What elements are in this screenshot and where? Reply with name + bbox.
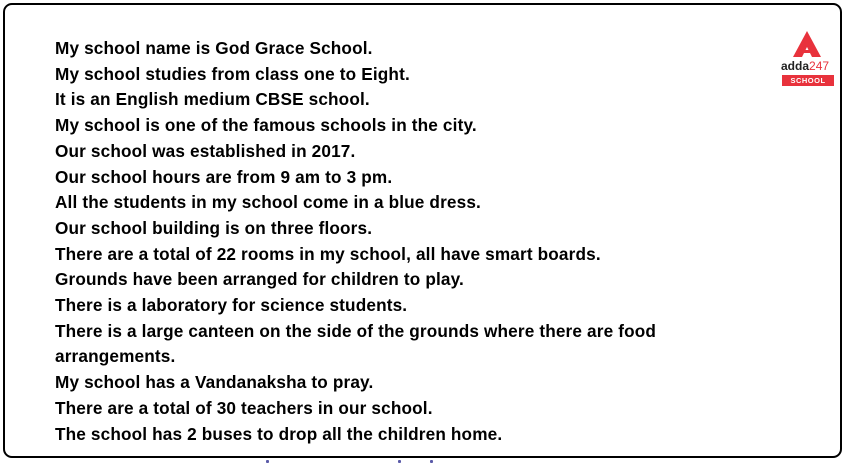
essay-line: It is an English medium CBSE school. xyxy=(55,89,370,110)
essay-line: Grounds have been arranged for children to play. xyxy=(55,269,464,290)
essay-line: Our school hours are from 9 am to 3 pm. xyxy=(55,166,393,187)
logo-number: 247 xyxy=(809,59,830,73)
essay-line: arrangements. xyxy=(55,346,176,367)
logo-wordmark xyxy=(781,60,829,73)
essay-line: There is a large canteen on the side of the grounds where there are food xyxy=(55,320,657,341)
essay-line: My school is one of the famous schools in the city. xyxy=(55,115,477,136)
logo-badge: SCHOOL xyxy=(782,75,834,86)
logo-name: adda xyxy=(781,59,810,73)
bottom-artifacts xyxy=(0,460,851,464)
essay-line: There are a total of 22 rooms in my school, all have smart boards. xyxy=(55,243,601,264)
essay-lines xyxy=(55,36,775,447)
essay-line: Our school building is on three floors. xyxy=(55,217,373,238)
essay-frame xyxy=(3,3,842,458)
adda-triangle-logo-icon xyxy=(792,30,822,58)
essay-line: The school has 2 buses to drop all the children home. xyxy=(55,423,503,444)
essay-line: All the students in my school come in a blue dress. xyxy=(55,192,481,213)
essay-line: My school has a Vandanaksha to pray. xyxy=(55,372,374,393)
essay-line: Our school was established in 2017. xyxy=(55,140,356,161)
adda247-school-logo xyxy=(777,30,837,88)
artifact-dot xyxy=(430,460,433,463)
essay-line: There is a laboratory for science students. xyxy=(55,295,408,316)
essay-line: My school name is God Grace School. xyxy=(55,38,373,58)
artifact-dot xyxy=(398,460,401,463)
artifact-dot xyxy=(266,460,269,463)
essay-line: There are a total of 30 teachers in our school. xyxy=(55,397,433,418)
essay-line: My school studies from class one to Eight. xyxy=(55,63,410,84)
